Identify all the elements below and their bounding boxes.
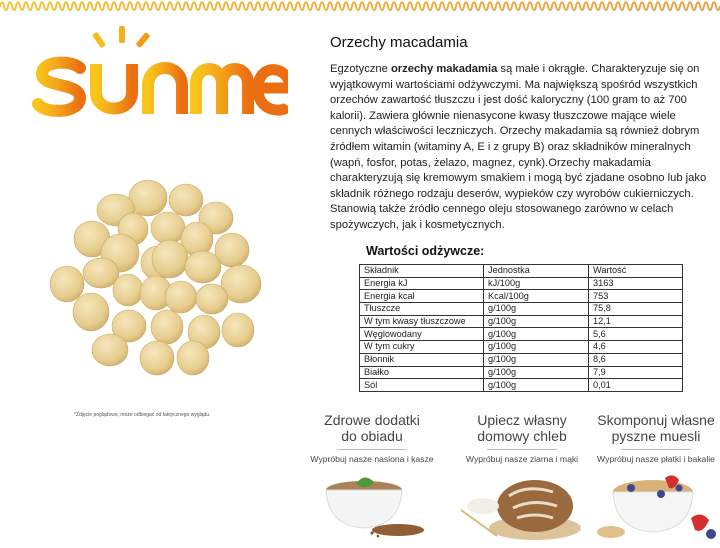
bread-loaf-image bbox=[457, 470, 587, 542]
table-row bbox=[360, 303, 683, 316]
table-header-row bbox=[360, 265, 683, 278]
promo-side-dishes[interactable] bbox=[302, 412, 442, 540]
description-intro: Egzotyczne bbox=[330, 63, 391, 75]
header-cell: Jednostka bbox=[484, 265, 589, 278]
table-cell: Tłuszcze bbox=[360, 303, 484, 316]
table-cell: 4,6 bbox=[589, 341, 683, 354]
table-cell: 12,1 bbox=[589, 315, 683, 328]
table-row bbox=[360, 277, 683, 290]
table-cell: Białko bbox=[360, 366, 484, 379]
promo-heading-line2: do obiadu bbox=[341, 428, 403, 444]
nutrition-title: Wartości odżywcze: bbox=[366, 244, 485, 258]
table-cell: g/100g bbox=[484, 353, 589, 366]
header-cell: Wartość bbox=[589, 265, 683, 278]
description-rest: są małe i okrągłe. Charakteryzuje się on wyjątkowymi wartościami odżywczymi. Ma największą spośród wszystkich orzechów zawartość tłuszczu i jest dość kaloryczny (100 gram to aż 700 kalorii). Zawiera głównie nienasycone kwasy tłuszczowe mające wiele cennych właściwości leczniczych. Orzechy makadamia są również dobrym źródłem witamin (witaminy A, E i z grupy B) oraz składników mineralnych (wapń, fosfor, potas, żelazo, magnez, cynk).Orzechy makadamia charakteryzują się kremowym smakiem i mogą być zjadane osobno lub jako składnik różnego rodzaju deserów, wypieków czy wyrobów cukierniczych. Stanowią także źródło cennego oleju stosowanego zarówno w celach spożywczych, jak i kosmetycznych. bbox=[330, 63, 707, 231]
table-row bbox=[360, 290, 683, 303]
table-cell: Kcal/100g bbox=[484, 290, 589, 303]
table-cell: W tym cukry bbox=[360, 341, 484, 354]
bowl-of-muesli-image bbox=[591, 470, 720, 542]
promo-heading-line2: pyszne muesli bbox=[611, 428, 701, 444]
table-cell: Energia kcal bbox=[360, 290, 484, 303]
table-cell: g/100g bbox=[484, 341, 589, 354]
table-cell: 75,8 bbox=[589, 303, 683, 316]
table-cell: 8,6 bbox=[589, 353, 683, 366]
table-cell: 0,01 bbox=[589, 379, 683, 392]
table-cell: 5,6 bbox=[589, 328, 683, 341]
table-row bbox=[360, 353, 683, 366]
table-cell: 3163 bbox=[589, 277, 683, 290]
table-cell: g/100g bbox=[484, 315, 589, 328]
header-cell: Składnik bbox=[360, 265, 484, 278]
product-title: Orzechy macadamia bbox=[330, 34, 468, 51]
table-cell: Węglowodany bbox=[360, 328, 484, 341]
promo-heading-line1: Zdrowe dodatki bbox=[324, 412, 420, 428]
table-cell: Sól bbox=[360, 379, 484, 392]
promo-subtitle: Wypróbuj nasze ziarna i mąki bbox=[465, 454, 579, 464]
table-row bbox=[360, 341, 683, 354]
promo-homemade-bread[interactable] bbox=[452, 412, 592, 542]
table-cell: g/100g bbox=[484, 303, 589, 316]
table-cell: 7,9 bbox=[589, 366, 683, 379]
table-row bbox=[360, 328, 683, 341]
product-image bbox=[40, 160, 280, 380]
brand-logo bbox=[28, 22, 288, 122]
macadamia-nuts-image bbox=[40, 160, 280, 380]
table-cell: 753 bbox=[589, 290, 683, 303]
description-bold: orzechy makadamia bbox=[390, 63, 498, 75]
table-row bbox=[360, 379, 683, 392]
promo-muesli[interactable] bbox=[586, 412, 720, 542]
divider bbox=[337, 449, 407, 450]
nutrition-table bbox=[359, 264, 683, 392]
table-cell: Energia kJ bbox=[360, 277, 484, 290]
image-disclaimer: *Zdjęcie poglądowe, może odbiegać od faktycznego wyglądu. bbox=[74, 412, 211, 418]
table-cell: g/100g bbox=[484, 328, 589, 341]
table-row bbox=[360, 366, 683, 379]
sunme-logo-icon bbox=[28, 22, 288, 122]
divider bbox=[487, 449, 557, 450]
product-description bbox=[330, 62, 715, 234]
promo-heading-line2: domowy chleb bbox=[477, 428, 567, 444]
promo-heading-line1: Upiecz własny bbox=[477, 412, 567, 428]
table-cell: g/100g bbox=[484, 379, 589, 392]
promo-subtitle: Wypróbuj nasze płatki i bakalie bbox=[597, 454, 715, 464]
bowl-of-buckwheat-image bbox=[312, 470, 432, 540]
table-row bbox=[360, 315, 683, 328]
promo-subtitle: Wypróbuj nasze nasiona i kasze bbox=[310, 454, 434, 464]
table-cell: W tym kwasy tłuszczowe bbox=[360, 315, 484, 328]
table-cell: kJ/100g bbox=[484, 277, 589, 290]
table-cell: g/100g bbox=[484, 366, 589, 379]
table-cell: Błonnik bbox=[360, 353, 484, 366]
divider bbox=[621, 449, 691, 450]
promo-heading-line1: Skomponuj własne bbox=[597, 412, 715, 428]
wavy-top-border bbox=[0, 0, 720, 12]
